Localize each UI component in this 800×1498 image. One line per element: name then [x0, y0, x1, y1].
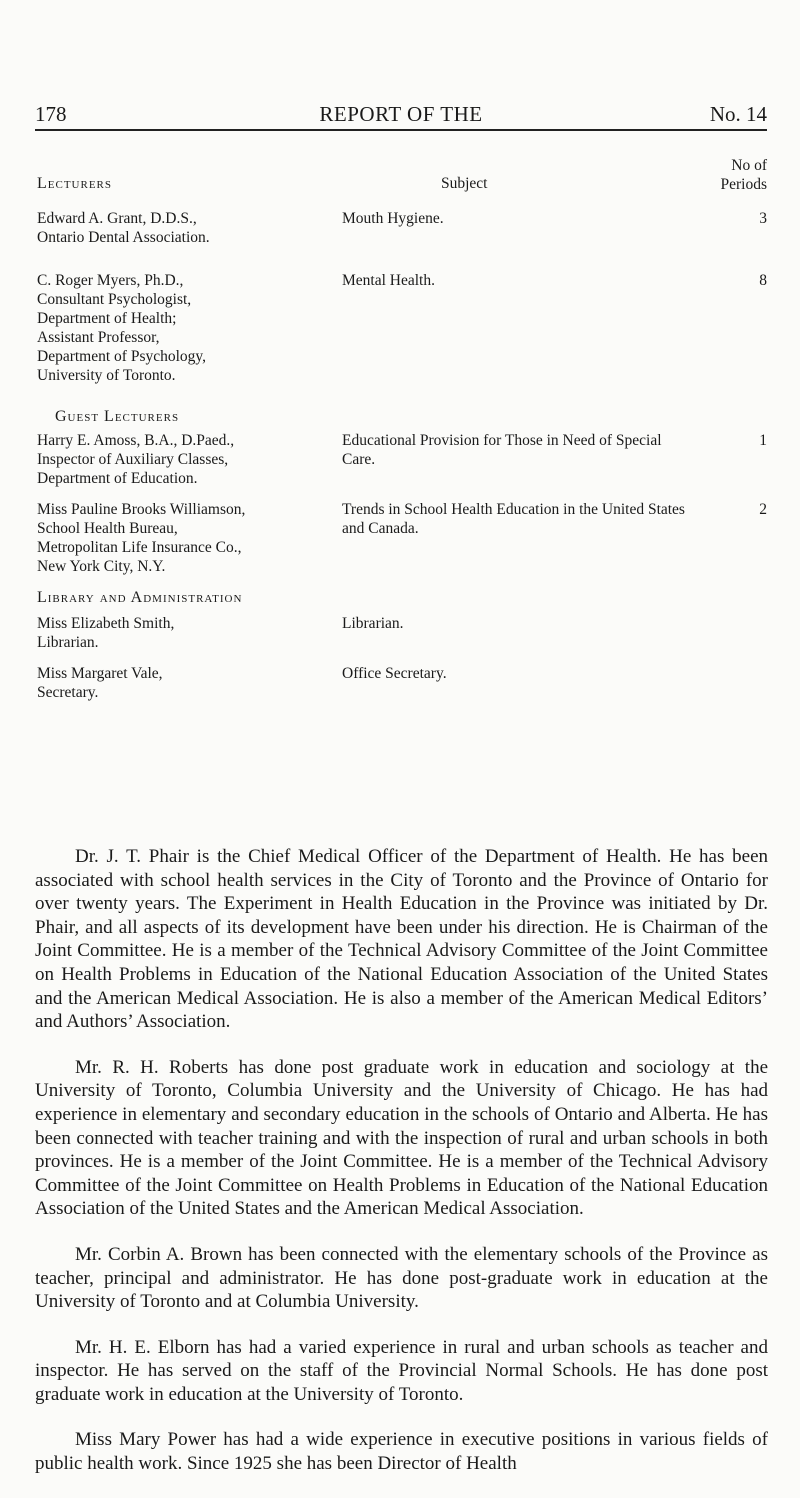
name-line: Ontario Dental Association. [37, 229, 210, 246]
page-header [35, 102, 767, 132]
lecture-subject: Educational Provision for Those in Need of Special Care. [342, 432, 662, 468]
lecturer-name [37, 431, 377, 488]
name-line: C. Roger Myers, Ph.D., [37, 272, 184, 289]
name-line: University of Toronto. [37, 367, 176, 384]
periods: 1 [759, 432, 767, 449]
header-rule [35, 129, 767, 131]
staff-name [37, 614, 377, 652]
name-line: New York City, N.Y. [37, 558, 166, 575]
lecture-subject: Mental Health. [342, 272, 435, 289]
table-row [37, 271, 767, 385]
page-number: 178 [35, 102, 67, 126]
body-text [35, 845, 768, 1498]
name-line: Miss Pauline Brooks Williamson, [37, 501, 246, 518]
name-line: Miss Elizabeth Smith, [37, 615, 175, 632]
name-line: Department of Education. [37, 470, 198, 487]
paragraph: Dr. J. T. Phair is the Chief Medical Officer of the Department of Health. He has been associated with school health services in the City of Toronto and the Province of Ontario for over twenty years. The Experiment in Health Education in the Province was initiated by Dr. Phair, and all aspects of its development have been under his direction. He is Chairman of the Joint Committee. He is a member of the Technical Advisory Committee of the Joint Committee on Health Problems in Education of the National Education Association of the United States and the American Medical Association. He is also a member of the American Medical Editors’ and Authors’ Association. [35, 846, 768, 1033]
lecture-subject: Mouth Hygiene. [342, 210, 444, 227]
guest-lecturers-heading: Guest Lecturers [55, 408, 180, 425]
name-line: Inspector of Auxiliary Classes, [37, 451, 229, 468]
periods: 2 [759, 501, 767, 518]
staff-role: Office Secretary. [342, 665, 447, 682]
lecturer-name [37, 271, 377, 385]
staff-name [37, 664, 377, 702]
periods: 8 [759, 272, 767, 289]
name-line: Department of Psychology, [37, 348, 207, 365]
name-line: Edward A. Grant, D.D.S., [37, 210, 197, 227]
col-periods-line1: No of [731, 157, 767, 174]
periods: 3 [759, 210, 767, 227]
paragraph: Mr. H. E. Elborn has had a varied experience in rural and urban schools as teacher and inspector. He has served on the staff of the Provincial Normal Schools. He has done post graduate work in education at the University of Toronto. [35, 1336, 768, 1405]
lecturers-table [37, 157, 767, 702]
table-row [37, 500, 767, 576]
paragraph: Miss Mary Power has had a wide experience in executive positions in various fields of public health work. Since 1925 she has been Director of Health [35, 1429, 768, 1475]
paragraph: Mr. Corbin A. Brown has been connected with the elementary schools of the Province as teacher, principal and administrator. He has done post-graduate work in education at the University of Toronto and at Columbia University. [35, 1243, 768, 1313]
library-administration-heading: Library and Administration [37, 589, 243, 606]
name-line: Metropolitan Life Insurance Co., [37, 539, 242, 556]
table-row [37, 614, 767, 652]
name-line: Department of Health; [37, 310, 177, 327]
table-column-headers [37, 157, 767, 198]
table-row [37, 209, 767, 247]
lecture-subject: Trends in School Health Education in the United States and Canada. [342, 501, 685, 537]
issue-number: No. 14 [709, 102, 767, 126]
col-periods-line2: Periods [720, 176, 767, 193]
table-row [37, 664, 767, 702]
name-line: Secretary. [37, 684, 99, 701]
lecturer-name [37, 209, 377, 247]
col-lecturers: Lecturers [37, 175, 113, 192]
name-line: Harry E. Amoss, B.A., D.Paed., [37, 432, 235, 449]
name-line: Assistant Professor, [37, 329, 160, 346]
col-periods [721, 156, 768, 194]
staff-role: Librarian. [342, 615, 404, 632]
table-row [37, 431, 767, 488]
running-title: REPORT OF THE [319, 102, 483, 126]
name-line: Miss Margaret Vale, [37, 665, 163, 682]
paragraph: Mr. R. H. Roberts has done post graduate work in education and sociology at the University of Toronto, Columbia University and the University of Chicago. He has had experience in elementary and secondary education in the schools of Ontario and Alberta. He has been connected with teacher training and with the inspection of rural and urban schools in both provinces. He is a member of the Joint Committee. He is a member of the Technical Advisory Committee of the Joint Committee on Health Problems in Education of the National Education Association of the United States and the American Medical Association. [35, 1056, 768, 1220]
name-line: School Health Bureau, [37, 520, 178, 537]
col-subject: Subject [441, 175, 488, 192]
name-line: Librarian. [37, 634, 99, 651]
name-line: Consultant Psychologist, [37, 291, 192, 308]
